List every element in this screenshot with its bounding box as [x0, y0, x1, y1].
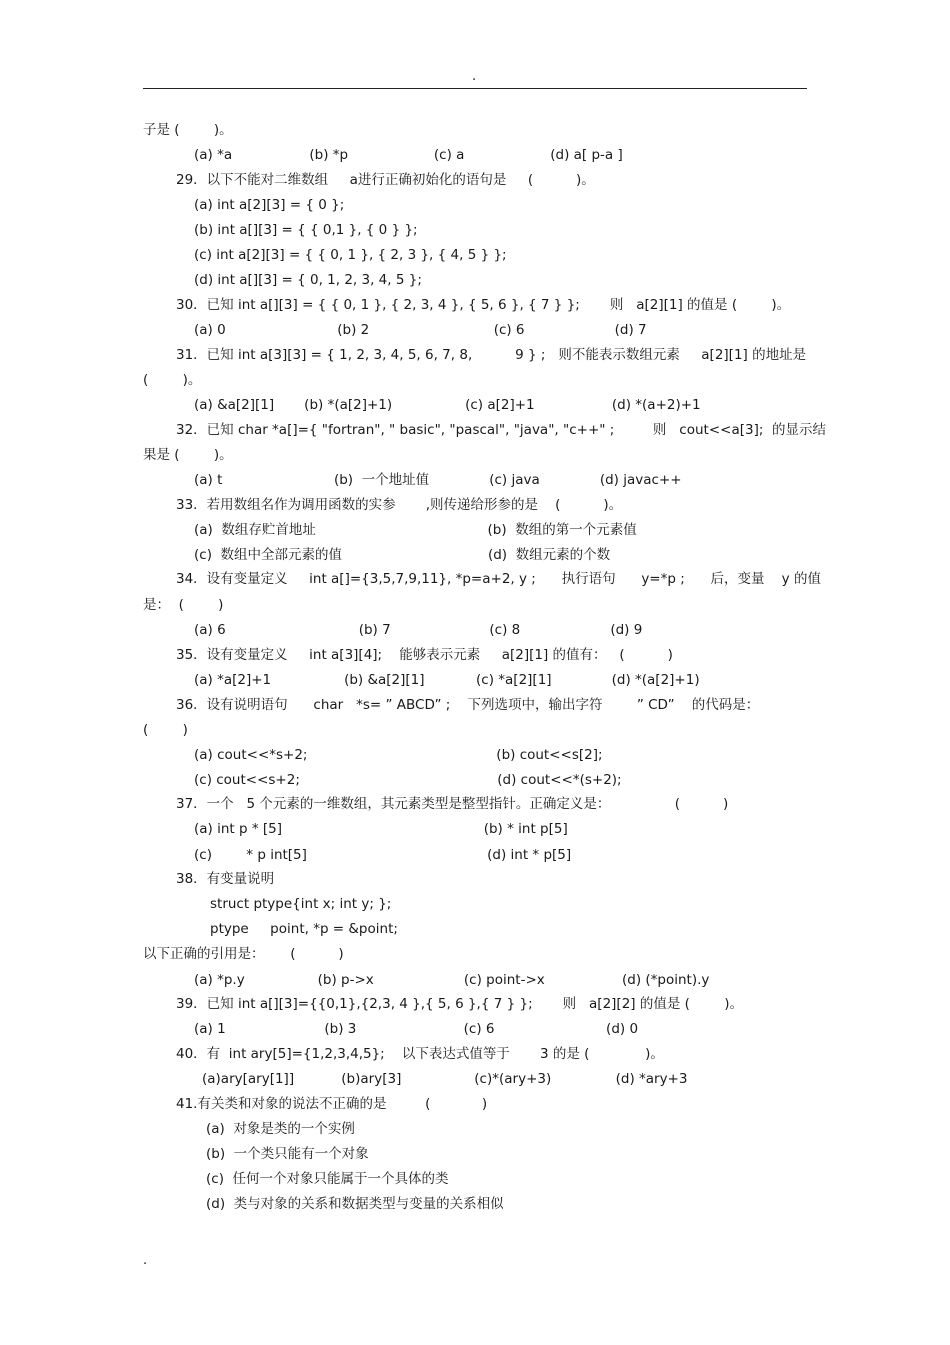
- question-34-options: (a) 6 (b) 7 (c) 8 (d) 9: [194, 622, 643, 638]
- footer-dot: .: [143, 1253, 148, 1268]
- question-39: 39．已知 int a[][3]={{0,1},{2,3, 4 },{ 5, 6 },{ 7 } }; 则 a[2][2] 的值是 ( )。: [176, 996, 743, 1012]
- option-line: (c) 任何一个对象只能属于一个具体的类: [206, 1171, 449, 1187]
- question-38-options: (a) *p.y (b) p->x (c) point->x (d) (*point).y: [194, 972, 710, 988]
- option-line: (d) int a[][3] = { 0, 1, 2, 3, 4, 5 };: [194, 272, 422, 288]
- option-line: (a) cout<<*s+2; (b) cout<<s[2];: [194, 747, 603, 763]
- question-30: 30．已知 int a[][3] = { { 0, 1 }, { 2, 3, 4 }, { 5, 6 }, { 7 } }; 则 a[2][1] 的值是 ( )。: [176, 297, 791, 313]
- question-30-options: (a) 0 (b) 2 (c) 6 (d) 7: [194, 322, 647, 338]
- option-line: (b) int a[][3] = { { 0,1 }, { 0 } };: [194, 222, 418, 238]
- question-35-options: (a) *a[2]+1 (b) &a[2][1] (c) *a[2][1] (d) *(a[2]+1): [194, 672, 700, 688]
- text-line: 果是 ( )。: [143, 447, 233, 463]
- question-41: 41.有关类和对象的说法不正确的是 ( ): [176, 1096, 488, 1112]
- option-line: (b) 一个类只能有一个对象: [206, 1146, 369, 1162]
- text-line: ( )。: [143, 372, 202, 388]
- option-line: (c) int a[2][3] = { { 0, 1 }, { 2, 3 }, { 4, 5 } };: [194, 247, 507, 263]
- question-40-options: (a)ary[ary[1]] (b)ary[3] (c)*(ary+3) (d) *ary+3: [202, 1071, 688, 1087]
- option-line: (c) 数组中全部元素的值 (d) 数组元素的个数: [194, 547, 611, 563]
- text-line: 以下正确的引用是： ( ): [143, 946, 344, 962]
- question-37: 37．一个 5 个元素的一维数组，其元素类型是整型指针。正确定义是： ( ): [176, 796, 729, 812]
- question-39-options: (a) 1 (b) 3 (c) 6 (d) 0: [194, 1021, 639, 1037]
- code-line: ptype point, *p = &point;: [210, 921, 398, 937]
- option-line: (a) int p * [5] (b) * int p[5]: [194, 821, 568, 837]
- option-line: (c) * p int[5] (d) int * p[5]: [194, 847, 572, 863]
- question-34: 34．设有变量定义 int a[]={3,5,7,9,11}, *p=a+2, y ; 执行语句 y=*p ; 后，变量 y 的值: [176, 571, 821, 587]
- option-line: (c) cout<<s+2; (d) cout<<*(s+2);: [194, 772, 622, 788]
- option-line: (a) 数组存贮首地址 (b) 数组的第一个元素值: [194, 522, 637, 538]
- question-28-options: (a) *a (b) *p (c) a (d) a[ p-a ]: [194, 147, 623, 163]
- text-line: 是： ( ): [143, 597, 224, 613]
- question-36: 36．设有说明语句 char *s= ” ABCD” ; 下列选项中，输出字符 ” CD” 的代码是：: [176, 697, 760, 713]
- question-32: 32．已知 char *a[]={ "fortran", " basic", "pascal", "java", "c++" ; 则 cout<<a[3]; 的显示结: [176, 422, 826, 438]
- question-32-options: (a) t (b) 一个地址值 (c) java (d) javac++: [194, 472, 682, 488]
- question-38: 38．有变量说明: [176, 871, 275, 887]
- question-33: 33．若用数组名作为调用函数的实参 ,则传递给形参的是 ( )。: [176, 497, 623, 513]
- question-31-options: (a) &a[2][1] (b) *(a[2]+1) (c) a[2]+1 (d) *(a+2)+1: [194, 397, 701, 413]
- question-29: 29．以下不能对二维数组 a进行正确初始化的语句是 ( )。: [176, 172, 595, 188]
- code-line: struct ptype{int x; int y; };: [210, 896, 392, 912]
- question-31: 31．已知 int a[3][3] = { 1, 2, 3, 4, 5, 6, 7, 8, 9 } ; 则不能表示数组元素 a[2][1] 的地址是: [176, 347, 807, 363]
- header-rule: [143, 88, 807, 89]
- question-35: 35．设有变量定义 int a[3][4]; 能够表示元素 a[2][1] 的值有： ( ): [176, 647, 673, 663]
- text-line: ( ): [143, 722, 188, 738]
- option-line: (a) int a[2][3] = { 0 };: [194, 197, 345, 213]
- header-dot: .: [472, 69, 477, 84]
- text-line: 子是 ( )。: [143, 122, 233, 138]
- question-40: 40．有 int ary[5]={1,2,3,4,5}; 以下表达式值等于 3 的是 ( )。: [176, 1046, 664, 1062]
- option-line: (d) 类与对象的关系和数据类型与变量的关系相似: [206, 1196, 504, 1212]
- option-line: (a) 对象是类的一个实例: [206, 1121, 355, 1137]
